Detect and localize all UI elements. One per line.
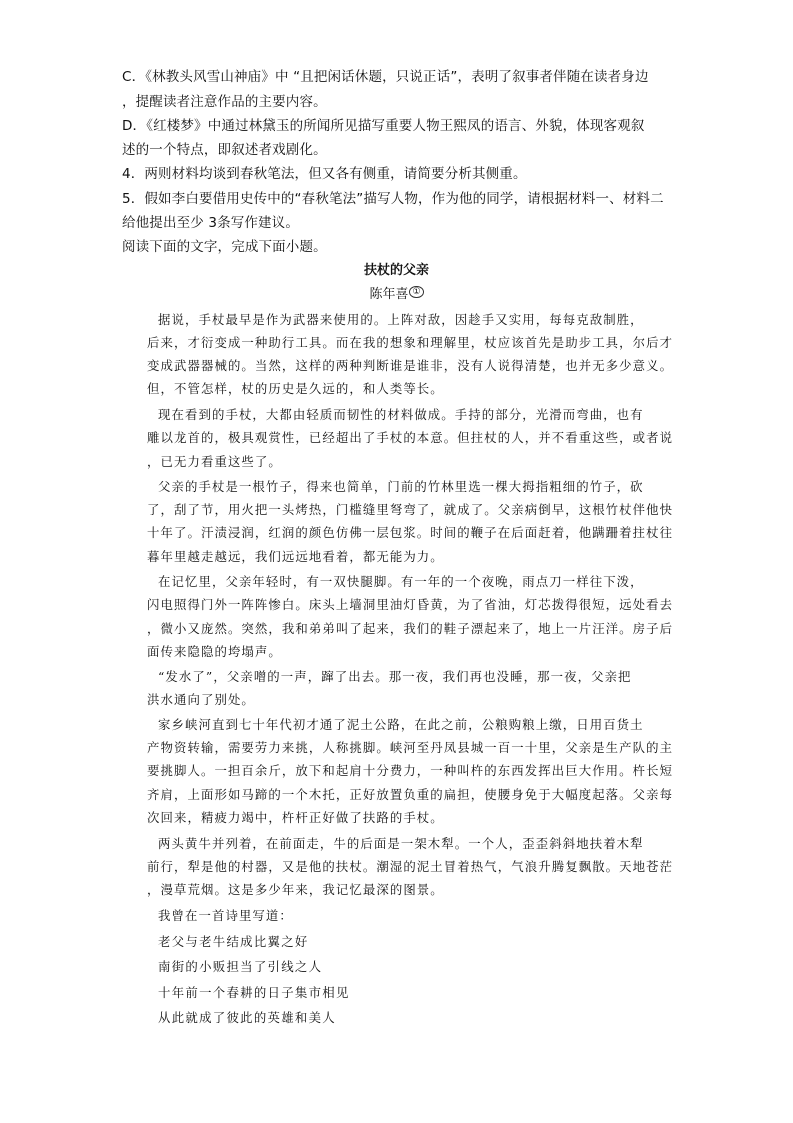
paragraph-1-line: 但，不管怎样，杖的历史是久远的，和人类等长。 [147,381,444,396]
option-d-line-1: D．《红楼梦》中通过林黛玉的所闻所见描写重要人物王熙凤的语言、外貌，体现客观叙 [122,118,645,134]
author-name: 陈年喜 [369,287,409,302]
question-4: 4．两则材料均谈到春秋笔法，但又各有侧重，请简要分析其侧重。 [122,166,527,182]
paragraph-4-line: 闪电照得门外一阵阵惨白。床头上墙洞里油灯昏黄，为了省油，灯芯拨得很短，远处看去 [147,597,674,612]
paragraph-7-line: 前行，犁是他的村器，又是他的扶杖。潮湿的泥土冒着热气，气浪升腾复飘散。天地苍茫 [147,859,674,874]
reading-instruction: 阅读下面的文字，完成下面小题。 [122,239,327,255]
paragraph-7-line: ，漫草荒烟。这是多少年来，我记忆最深的图景。 [147,882,444,897]
paragraph-1-line: 据说，手杖最早是作为武器来使用的。上阵对敌，因趁手又实用，每每克敌制胜， [158,312,644,327]
question-5-line-1: 5．假如李白要借用史传中的“春秋笔法”描写人物，作为他的同学，请根据材料一、材料二 [122,191,664,207]
paragraph-2-line: 雕以龙首的，极具观赏性，已经超出了手杖的本意。但拄杖的人，并不看重这些，或者说 [147,430,674,445]
paragraph-3-line: 父亲的手杖是一根竹子，得来也简单，门前的竹林里选一棵大拇指粗细的竹子，砍 [158,479,644,494]
paragraph-6-line: 家乡峡河直到七十年代初才通了泥土公路，在此之前，公粮购粮上缴，日用百货土 [158,717,644,732]
poem-line: 老父与老牛结成比翼之好 [158,934,309,949]
poem-line: 南街的小贩担当了引线之人 [158,959,323,974]
footnote-marker: ① [409,286,423,298]
paragraph-1-line: 后来，才衍变成一种助行工具。而在我的想象和理解里，杖应该首先是助步工具，尔后才 [147,335,674,350]
paragraph-6-line: 齐肩，上面形如马蹄的一个木托，正好放置负重的扁担，使腰身免于大幅度起落。父亲每 [147,787,674,802]
article-author [0,286,793,304]
option-c-line-1: C．《林教头风雪山神庙》中 “且把闲话休题，只说正话”，表明了叙事者伴随在读者身边 [122,69,649,85]
paragraph-3-line: 十年了。汗渍浸润，红润的颜色仿佛一层包浆。时间的鞭子在后面赶着，他蹒跚着拄杖往 [147,525,674,540]
paragraph-6-line: 次回来，精疲力竭中，杵杆正好做了扶路的手杖。 [147,810,444,825]
paragraph-2-line: 现在看到的手杖，大都由轻质而韧性的材料做成。手持的部分，光滑而弯曲，也有 [158,407,644,422]
paragraph-7-line: 两头黄牛并列着，在前面走，牛的后面是一架木犁。一个人，歪歪斜斜地扶着木犁 [158,836,644,851]
paragraph-8-line: 我曾在一首诗里写道： [158,908,293,923]
paragraph-3-line: 暮年里越走越远，我们远远地看着，都无能为力。 [147,549,444,564]
paragraph-5-line: “发水了”，父亲噌的一声，蹿了出去。那一夜，我们再也没睡，那一夜，父亲把 [158,669,632,684]
option-c-line-2: ，提醒读者注意作品的主要内容。 [122,94,327,110]
paragraph-3-line: 了，刮了节，用火把一头烤热，门槛缝里弩弯了，就成了。父亲病倒早，这根竹杖伴他快 [147,502,674,517]
poem-line: 从此就成了彼此的英雄和美人 [158,1010,336,1025]
question-5-line-2: 给他提出至少 3条写作建议。 [122,215,299,231]
paragraph-6-line: 产物资转输，需要劳力来挑，人称挑脚。峡河至丹凤县城一百一十里，父亲是生产队的主 [147,740,674,755]
paragraph-2-line: ，已无力看重这些了。 [147,454,282,469]
paragraph-5-line: 洪水通向了别处。 [147,692,255,707]
paragraph-4-line: 在记忆里，父亲年轻时，有一双快腿脚。有一年的一个夜晚，雨点刀一样往下泼， [158,574,644,589]
paragraph-6-line: 要挑脚人。一担百余斤，放下和起肩十分费力，一种叫杵的东西发挥出巨大作用。杵长短 [147,763,674,778]
paragraph-4-line: 面传来隐隐的垮塌声。 [147,644,282,659]
article-title: 扶杖的父亲 [363,263,429,278]
poem-line: 十年前一个春耕的日子集市相见 [158,985,350,1000]
paragraph-4-line: ，微小又庞然。突然，我和弟弟叫了起来，我们的鞋子漂起来了，地上一片汪洋。房子后 [147,621,674,636]
option-d-line-2: 述的一个特点，即叙述者戏剧化。 [122,142,327,158]
paragraph-1-line: 变成武器器械的。当然，这样的两种判断谁是谁非，没有人说得清楚，也并无多少意义。 [147,358,674,373]
